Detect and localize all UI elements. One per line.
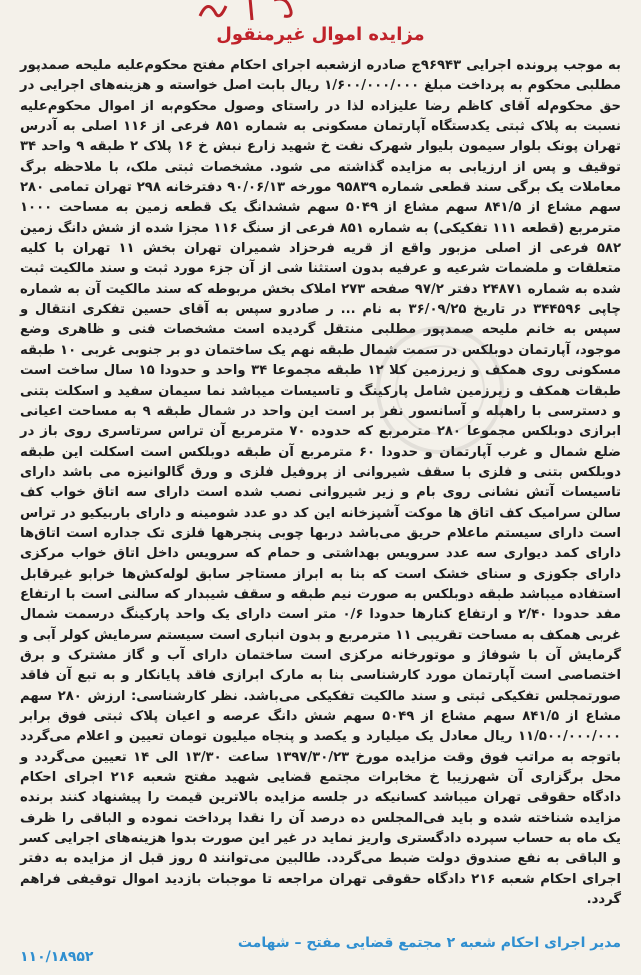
handwritten-mark (190, 0, 310, 24)
notice-title: مزایده اموال غیرمنقول (216, 24, 425, 45)
notice-footer (20, 933, 621, 973)
notice-body: به موجب پرونده اجرایی ۹۶۹۴۳ج صادره ازشعبه اجرای احکام مفتح محکوم‌علیه ملیحه صمدپور مطلبی محکوم به پرداخت مبلغ ۱/۶۰۰/۰۰۰/۰۰۰ ریال بابت اصل خواسته و هزینه‌های اجرایی در حق محکوم‌له آقای کاظم رضا علیزاده لذا در راستای وصول محکوم‌به از اموال محکوم‌علیه نسبت به پلاک ثبتی یکدستگاه آپارتمان مسکونی به شماره ۸۵۱ فرعی از ۱۱۶ اصلی به آدرس تهران پونک بلوار سیمون بلیوار شهرک نفت خ شهید زارع نبش خ ۱۶ پلاک ۲ طبقه ۹ واحد ۳۴ توقیف و پس از ارزیابی به مزایده گذاشته می شود. مشخصات ثبتی ملک، با ملاحظه برگ معاملات یک برگی سند قطعی شماره ۹۵۸۳۹ مورخه ۹۰/۰۶/۱۳ دفترخانه ۲۹۸ تهران تمامی ۲۸۰ سهم مشاع از ۸۴۱/۵ سهم مشاع از ۵۰۴۹ سهم ششدانگ یک قطعه زمین به مساحت ۱۰۰۰ مترمربع (قطعه ۱۱۱ تفکیکی) به شماره ۸۵۱ فرعی از سنگ ۱۱۶ مجزا شده از شش دانگ زمین ۵۸۲ فرعی از اصلی مزبور واقع از قریه فرحزاد شمیران تهران بخش ۱۱ تهران با کلیه متعلقات و ملضمات شرعیه و عرفیه بدون استثنا شی از آن جزء مورد ثبت و سند مالکیت ثبت شده به شماره ۲۴۸۷۱ دفتر ۹۷/۲ صفحه ۲۷۳ املاک بخش مربوطه که سند مالکیت آن به شماره چاپی ۳۴۴۵۹۶ در تاریخ ۳۶/۰۹/۲۵ به نام ... ر صادرو سپس به آقای حسین تفکری انتقال و سپس به خانم ملیحه صمدپور مطلبی منتقل گردیده است مشخصات فنی و ظاهری وضع موجود، آپارتمان دوبلکس در سمت شمال طبقه نهم یک ساختمان دو بر جنوبی غربی ۱۰ طبقه مسکونی روی همکف و زیرزمین کلا ۱۲ طبقه مجموعا ۳۴ واحد و حدودا ۱۵ سال ساخت است طبقات همکف و زیرزمین شامل پارکینگ و تاسیسات میباشد نما سیمان سفید و اسکلت بتنی و دسترسی با راهپله و آسانسور نفر بر است این واحد در شمال طبقه ۹ به مساحت اعیانی ابرازی دوبلکس مجموعا ۲۸۰ مترمربع که حدوده ۷۰ مترمربع آن تراس سرتاسری روی باز در ضلع شمال و غرب آپارتمان و حدودا ۶۰ مترمربع آن طبقه دوبلکس است اسکلت این طبقه دوبلکس بتنی و فلزی با سقف شیروانی از پروفیل فلزی و ورق گالوانیزه می باشد دارای تاسیسات آتش نشانی روی بام و زیر شیروانی نصب شده است دارای سه اتاق خواب کف سالن سرامیک کف اتاق ها موکت آشپزخانه این کد دو عدد شومینه و دارای باربیکیو در تراس است دارای سیستم ماعلام حریق می‌باشد دربها چوبی پنجرهها فلزی تک جداره است اتاق‌ها دارای کمد دیواری سه عدد سرویس بهداشتی و حمام که سرویس داخل اتاق خواب مرکزی دارای جکوزی و سنای خشک است که بنا به ابراز مستاجر سابق لوله‌کش‌ها خرابو غیرقابل استفاده میباشد طبقه دوبلکس به صورت نیم طبقه و سقف شیبدار که سالنی است با ارتفاع مفد حدودا ۲/۴۰ و ارتفاع کنارها حدودا ۰/۶ متر است دارای یک واحد پارکینگ درسمت شمال غربی همکف به مساحت تقریبی ۱۱ مترمربع و بدون انباری است سیستم سرمایش کولر آبی و گرمایش آن با شوفاژ و موتورخانه مرکزی است ساختمان دارای آب و گاز مشترک و برق اختصاصی است آپارتمان مورد کارشناسی بنا به مارک ابرازی فاقد پایانکار و به تبع آن فاقد صورتمجلس تفکیکی ثبتی و سند مالکیت تفکیکی می‌باشد. نظر کارشناسی: ارزش ۲۸۰ سهم مشاع از ۸۴۱/۵ سهم مشاع از ۵۰۴۹ سهم شش دانگ عرصه و اعیان پلاک ثبتی فوق برابر ۱۱/۵۰۰/۰۰۰/۰۰۰ ریال معادل یک میلیارد و یکصد و پنجاه میلیون تومان تعیین و اعلام می‌گردد باتوجه به مراتب فوق وقت مزایده مورخ ۱۳۹۷/۳۰/۲۳ ساعت ۱۳/۳۰ الی ۱۴ تعیین می‌گردد و محل برگزاری آن شهرزیبا خ مخابرات مجتمع قضایی شهید مفتح شعبه ۲۱۶ اجرای احکام دادگاه حقوقی تهران میباشد کسانیکه در جلسه مزایده بالاترین قیمت را پیشنهاد کنند برنده مزایده شناخته شده و باید فی‌المجلس ده درصد آن را نقدا پرداخت نموده و الباقی را ظرف یک ماه به حساب سپرده دادگستری واریز نماید در غیر این صورت بدوا هزینه‌های اجرایی کسر و الباقی به نفع صندوق دولت ضبط می‌گردد. طالبین می‌توانند ۵ روز قبل از مزایده به دفتر اجرای احکام شعبه ۲۱۶ دادگاه حقوقی تهران مراجعه تا موجبات بازدید اموال توقیفی فراهم گردد. (20, 58, 622, 908)
notice-code: ۱۱۰/۱۸۹۵۲ (20, 949, 94, 965)
faint-stamp-watermark (370, 320, 510, 460)
notice-signature: مدیر اجرای احکام شعبه ۲ مجتمع قضایی مفتح – شهامت (237, 935, 621, 951)
